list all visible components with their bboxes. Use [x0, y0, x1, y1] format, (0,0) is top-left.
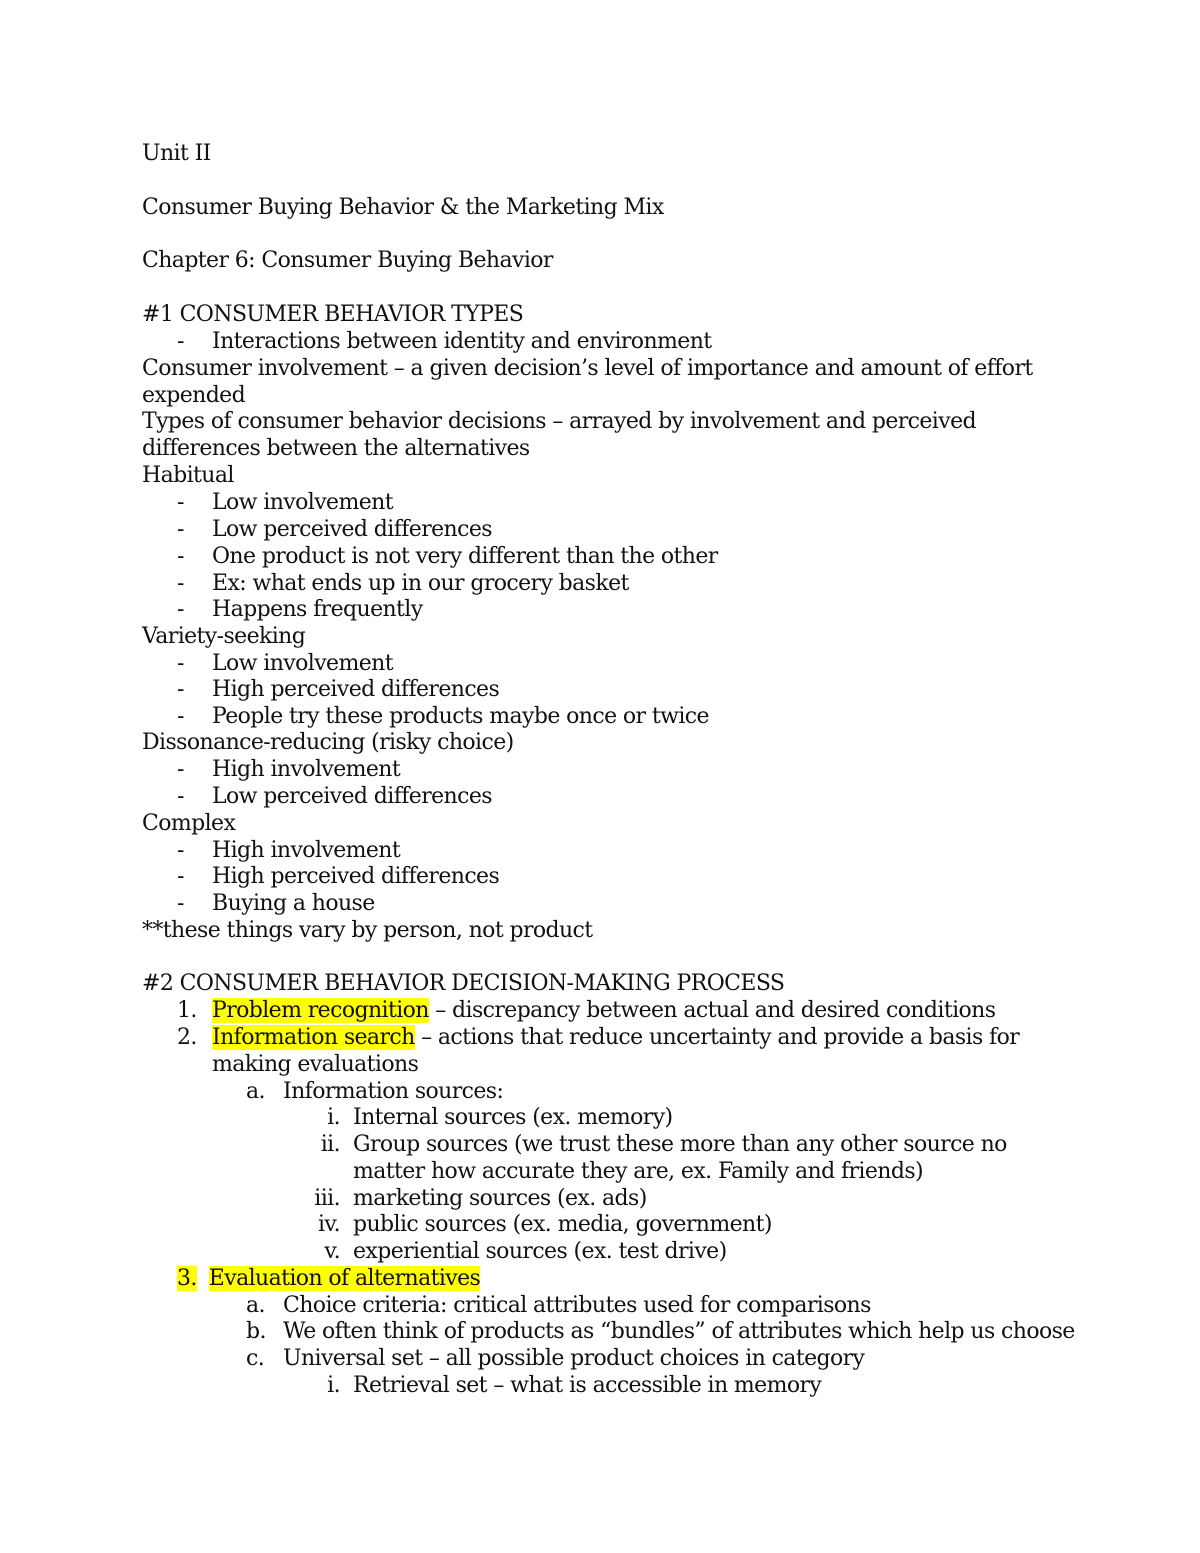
roman-numeral: iv. [317, 1212, 340, 1237]
paragraph-line: Consumer involvement – a given decision’s level of importance and amount of effort [142, 356, 1033, 381]
sublist-letter: c. [246, 1346, 265, 1371]
highlighted-term: Information search [212, 1025, 415, 1050]
list-item [212, 998, 995, 1024]
bullet-text: Ex: what ends up in our grocery basket [212, 571, 629, 596]
source-text: public sources (ex. media, government) [353, 1212, 772, 1237]
section-heading: #2 CONSUMER BEHAVIOR DECISION-MAKING PROCESS [142, 971, 785, 996]
category-title: Variety-seeking [142, 624, 306, 649]
list-item [212, 1025, 1019, 1051]
bullet-dash: - [177, 571, 184, 596]
paragraph-line: Types of consumer behavior decisions – arrayed by involvement and perceived [142, 409, 976, 434]
note-text: **these things vary by person, not product [142, 918, 593, 943]
bullet-dash: - [177, 490, 184, 515]
document-subtitle: Consumer Buying Behavior & the Marketing Mix [142, 195, 664, 220]
bullet-text: High perceived differences [212, 864, 500, 889]
item-continuation: making evaluations [212, 1052, 419, 1077]
bullet-dash: - [177, 704, 184, 729]
source-text: Internal sources (ex. memory) [353, 1105, 673, 1130]
bullet-dash: - [177, 329, 184, 354]
category-title: Habitual [142, 463, 234, 488]
bullet-dash: - [177, 517, 184, 542]
chapter-title: Chapter 6: Consumer Buying Behavior [142, 248, 553, 273]
source-text: Retrieval set – what is accessible in memory [353, 1373, 822, 1398]
bullet-text: Low perceived differences [212, 784, 492, 809]
bullet-text: Buying a house [212, 891, 375, 916]
bullet-text: Low involvement [212, 490, 393, 515]
list-number: 2. [177, 1025, 197, 1050]
source-text: Group sources (we trust these more than any other source no [353, 1132, 1007, 1157]
source-text: experiential sources (ex. test drive) [353, 1239, 727, 1264]
bullet-dash: - [177, 891, 184, 916]
bullet-dash: - [177, 544, 184, 569]
highlighted-term: Evaluation of alternatives [208, 1266, 481, 1291]
item-description: – discrepancy between actual and desired conditions [428, 998, 996, 1023]
roman-numeral: ii. [320, 1132, 340, 1157]
sublist-letter: a. [246, 1079, 265, 1104]
bullet-dash: - [177, 784, 184, 809]
item-description: – actions that reduce uncertainty and provide a basis for [414, 1025, 1020, 1050]
roman-numeral: i. [327, 1373, 340, 1398]
roman-numeral: v. [324, 1239, 340, 1264]
sublist-text: Universal set – all possible product choices in category [283, 1346, 865, 1371]
roman-numeral: iii. [314, 1186, 340, 1211]
roman-numeral: i. [327, 1105, 340, 1130]
unit-label: Unit II [142, 141, 211, 166]
category-title: Dissonance-reducing (risky choice) [142, 730, 514, 755]
list-number: 1. [177, 998, 197, 1023]
sublist-text: We often think of products as “bundles” of attributes which help us choose [283, 1319, 1075, 1344]
category-title: Complex [142, 811, 236, 836]
sublist-text: Information sources: [283, 1079, 504, 1104]
bullet-dash: - [177, 651, 184, 676]
bullet-dash: - [177, 757, 184, 782]
paragraph-line: expended [142, 383, 246, 408]
list-item [177, 1266, 480, 1292]
bullet-text: High perceived differences [212, 677, 500, 702]
bullet-text: Interactions between identity and environment [212, 329, 712, 354]
bullet-dash: - [177, 677, 184, 702]
bullet-text: People try these products maybe once or twice [212, 704, 709, 729]
sublist-letter: a. [246, 1293, 265, 1318]
bullet-dash: - [177, 597, 184, 622]
sublist-letter: b. [246, 1319, 266, 1344]
bullet-text: High involvement [212, 838, 401, 863]
sublist-text: Choice criteria: critical attributes used for comparisons [283, 1293, 871, 1318]
highlighted-number: 3. [177, 1266, 197, 1291]
bullet-dash: - [177, 864, 184, 889]
source-continuation: matter how accurate they are, ex. Family and friends) [353, 1159, 923, 1184]
source-text: marketing sources (ex. ads) [353, 1186, 647, 1211]
bullet-text: One product is not very different than the other [212, 544, 718, 569]
highlighted-term: Problem recognition [212, 998, 429, 1023]
paragraph-line: differences between the alternatives [142, 436, 530, 461]
bullet-dash: - [177, 838, 184, 863]
section-heading: #1 CONSUMER BEHAVIOR TYPES [142, 302, 524, 327]
bullet-text: High involvement [212, 757, 401, 782]
bullet-text: Happens frequently [212, 597, 423, 622]
bullet-text: Low involvement [212, 651, 393, 676]
bullet-text: Low perceived differences [212, 517, 492, 542]
